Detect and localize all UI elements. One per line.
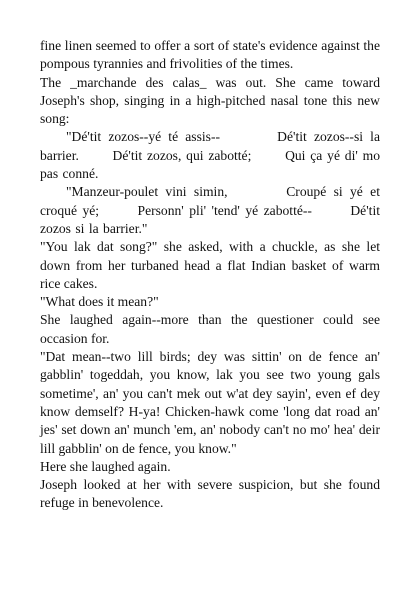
paragraph-you-lak: "You lak dat song?" she asked, with a chuckle, as she let down from her turbaned head a flat Indian basket of warm rice cakes. bbox=[40, 239, 380, 291]
song-verse-1: "Dé'tit zozos--yé té assis-- Dé'tit zozos--si la barrier. Dé'tit zozos, qui zabotté; Qui ça yé di' mo pas conné. bbox=[40, 129, 380, 182]
paragraph-marchande: The _marchande des calas_ was out. She came toward Joseph's shop, singing in a high-pitched nasal tone this new song: bbox=[40, 74, 380, 127]
paragraph-joseph: Joseph looked at her with severe suspicion, but she found refuge in benevolence. bbox=[40, 477, 380, 511]
paragraph-laughed-again: Here she laughed again. bbox=[40, 458, 171, 474]
paragraph-what-mean: "What does it mean?" bbox=[40, 294, 159, 310]
paragraph-dat-mean: "Dat mean--two lill birds; dey was sittin' on de fence an' gabblin' togeddah, you know, lak you see two young gals sometime', an' you can't mek out w'at dey sayin', even ef dey know demself? H-ya! Chicken-hawk come 'long dat road an' jes' set down an' munch 'em, an' nobody can't no mo' hea' deir lill gabblin' on de fence, you know." bbox=[40, 349, 380, 456]
paragraph-linen: fine linen seemed to offer a sort of state's evidence against the pompous tyrannies and frivolities of the times. bbox=[40, 38, 380, 72]
song-verse-2: "Manzeur-poulet vini simin, Croupé si yé et croqué yé; Personn' pli' 'tend' yé zabotté-- Dé'tit zozos si la barrier." bbox=[40, 184, 380, 236]
document-page bbox=[40, 37, 380, 513]
paragraph-laughed: She laughed again--more than the questioner could see occasion for. bbox=[40, 312, 380, 346]
